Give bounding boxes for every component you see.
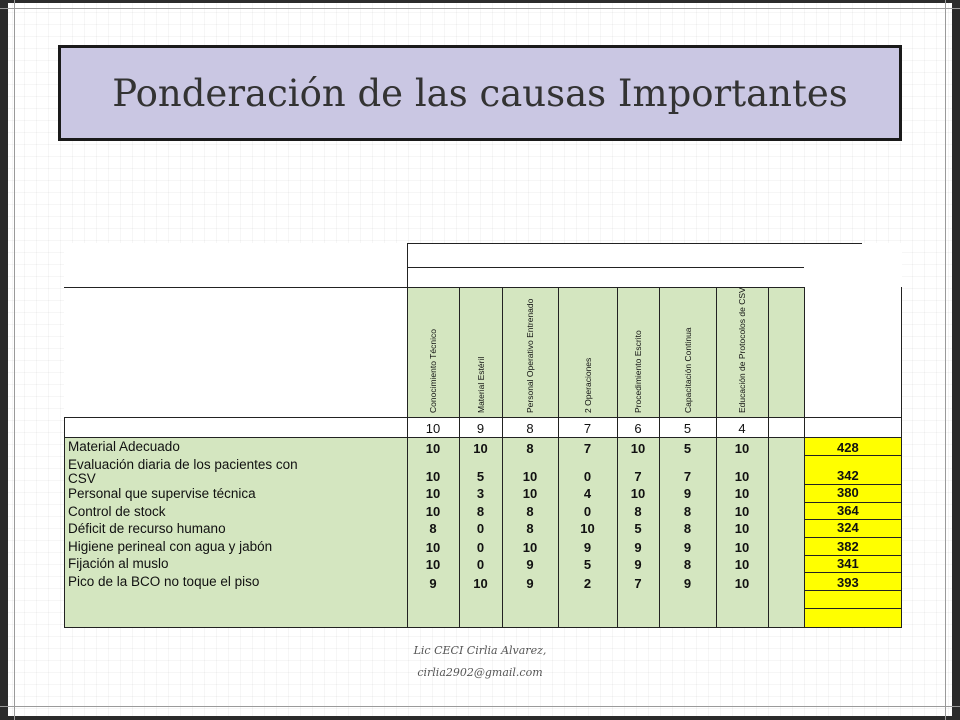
relation-value: 5 [583, 557, 592, 572]
relation-value: 0 [476, 521, 485, 536]
relation-value: 7 [634, 469, 642, 484]
relation-value: 9 [634, 557, 642, 572]
column-line [659, 287, 660, 628]
relation-value: 10 [522, 469, 538, 484]
weight-value: 4 [738, 421, 746, 436]
relation-value: 9 [429, 576, 437, 591]
relation-value: 10 [425, 557, 441, 572]
slide-title: Ponderación de las causas Importantes [112, 71, 848, 115]
weight-value: 8 [526, 421, 534, 436]
relation-value: 9 [683, 576, 692, 591]
matrix-top-line [407, 243, 862, 244]
relation-value: 10 [425, 441, 441, 456]
relation-value: 10 [734, 469, 750, 484]
relation-value: 8 [634, 504, 642, 519]
divider-line [407, 243, 408, 628]
weight-value: 7 [583, 421, 592, 436]
total-row-line [804, 608, 902, 609]
footer-credit [380, 640, 580, 684]
relation-value: 4 [583, 486, 592, 501]
relation-value: 10 [473, 576, 488, 591]
relation-value: 10 [473, 441, 488, 456]
relation-value: 10 [630, 486, 646, 501]
relation-value: 10 [425, 504, 441, 519]
relation-value: 8 [429, 521, 437, 536]
column-line [804, 287, 805, 628]
relation-value: 0 [476, 557, 485, 572]
relation-value: 0 [476, 540, 485, 555]
weighted-total: 364 [837, 503, 859, 518]
relation-value: 10 [425, 469, 441, 484]
relation-value: 10 [734, 441, 750, 456]
column-line [558, 287, 559, 628]
cause-label: Déficit de recurso humano [68, 521, 226, 536]
weighted-total: 380 [837, 485, 859, 500]
relation-value: 5 [476, 469, 485, 484]
objective-label: Personal Operativo Entrenado [525, 298, 535, 413]
relation-value: 10 [734, 576, 750, 591]
weighted-total: 324 [837, 520, 859, 535]
objective-label: Material Estéril [475, 356, 486, 413]
slide-inner-line-left [14, 0, 15, 720]
relation-value: 9 [526, 576, 534, 591]
relation-value: 10 [734, 521, 750, 536]
relation-value: 8 [683, 521, 692, 536]
relation-value: 9 [634, 540, 642, 555]
total-row-line [804, 484, 902, 485]
objective-label: Capacitación Continua [682, 327, 693, 413]
total-row-line [804, 537, 902, 538]
relation-value: 10 [425, 540, 441, 555]
header-divider [407, 267, 804, 268]
total-row-line [804, 555, 902, 556]
weighted-total: 342 [837, 468, 859, 483]
weighted-total: 393 [837, 575, 859, 590]
relation-value: 8 [526, 441, 534, 456]
cause-label: Control de stock [68, 504, 166, 519]
weighted-total: 428 [837, 440, 859, 455]
relation-value: 8 [526, 521, 534, 536]
column-line [502, 287, 503, 628]
total-row-line [804, 502, 902, 503]
peso-bottom-line [64, 437, 902, 438]
weight-value: 10 [425, 421, 441, 436]
relation-value: 10 [734, 504, 750, 519]
relation-value: 9 [683, 540, 692, 555]
slide-border-left [0, 0, 8, 720]
relation-value: 8 [526, 504, 534, 519]
column-line [716, 287, 717, 628]
relation-value: 10 [522, 540, 538, 555]
slide-inner-line-top [0, 8, 960, 9]
weight-value: 9 [476, 421, 485, 436]
objective-label: Conocimiento Técnico [428, 329, 438, 413]
slide-inner-line-bottom [0, 706, 960, 707]
slide-border-top [0, 0, 960, 3]
cause-label: Evaluación diaria de los pacientes con [68, 457, 298, 472]
relation-value: 10 [580, 521, 595, 536]
relation-value: 0 [583, 504, 592, 519]
objective-label: Procedimiento Escrito [633, 330, 643, 413]
title-box [58, 45, 902, 141]
relation-value: 3 [476, 486, 485, 501]
cause-label: Material Adecuado [68, 439, 180, 454]
slide-border-bottom [0, 716, 960, 720]
footer-author: Lic CECI Cirlia Alvarez, [413, 644, 547, 657]
relation-value: 10 [734, 540, 750, 555]
left-border-line [64, 417, 65, 628]
cause-label: Personal que supervise técnica [68, 486, 256, 501]
weight-value: 5 [683, 421, 692, 436]
objective-label: 2 Operaciones [582, 357, 593, 413]
peso-row-bg [64, 417, 407, 437]
cause-label-continued: CSV [68, 471, 96, 486]
total-row-line [804, 455, 902, 456]
relation-value: 5 [683, 441, 692, 456]
relation-value: 5 [634, 521, 642, 536]
right-border-line [901, 287, 902, 628]
relation-value: 8 [683, 557, 692, 572]
relation-value: 7 [683, 469, 692, 484]
relation-value: 2 [583, 576, 592, 591]
weighted-total: 341 [837, 556, 859, 571]
cause-label: Fijación al muslo [68, 556, 169, 571]
slide-inner-line-right [945, 0, 946, 720]
cause-label: Pico de la BCO no toque el piso [68, 574, 260, 589]
weight-value: 6 [634, 421, 642, 436]
peso-top-line [64, 417, 902, 418]
relation-value: 8 [683, 504, 692, 519]
relation-value: 7 [583, 441, 592, 456]
footer-email: cirlia2902@gmail.com [417, 666, 543, 679]
relation-value: 8 [476, 504, 485, 519]
cause-label: Higiene perineal con agua y jabón [68, 539, 273, 554]
relation-value: 9 [583, 540, 592, 555]
relation-value: 10 [630, 441, 646, 456]
left-header-line [64, 287, 407, 288]
column-line [768, 287, 769, 628]
relations-matrix [64, 243, 902, 628]
slide-border-right [952, 0, 960, 720]
weighted-total: 382 [837, 539, 859, 554]
matrix-bottom-line [64, 627, 902, 628]
relation-value: 9 [683, 486, 692, 501]
relation-value: 10 [425, 486, 441, 501]
relation-value: 10 [734, 557, 750, 572]
total-row-line [804, 590, 902, 591]
objective-label: Educación de Protocolos de CSV [737, 287, 747, 413]
total-row-line [804, 572, 902, 573]
relation-value: 0 [583, 469, 592, 484]
relation-value: 10 [522, 486, 538, 501]
relation-value: 10 [734, 486, 750, 501]
relation-value: 9 [526, 557, 534, 572]
total-row-line [804, 519, 902, 520]
relation-value: 7 [634, 576, 642, 591]
